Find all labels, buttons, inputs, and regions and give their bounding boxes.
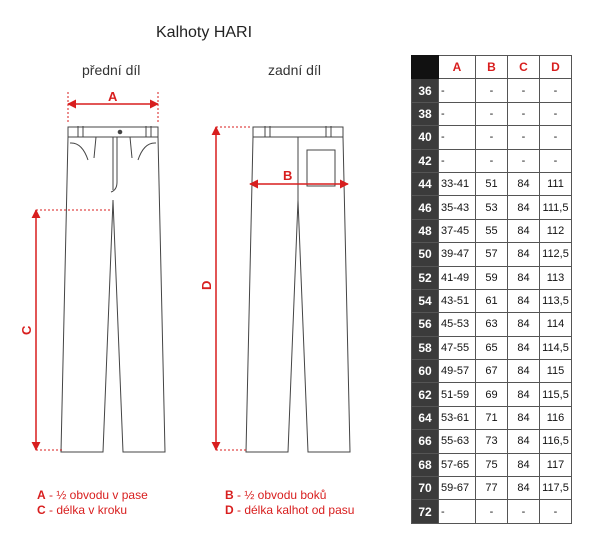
value-cell-b: 63 <box>476 313 508 336</box>
value-cell-b: 71 <box>476 406 508 429</box>
size-cell: 36 <box>412 79 439 102</box>
table-row <box>412 196 572 219</box>
value-cell-c: 84 <box>508 336 540 359</box>
value-cell-d: 111,5 <box>540 196 572 219</box>
size-cell: 58 <box>412 336 439 359</box>
table-row <box>412 383 572 406</box>
value-cell-a: 59-67 <box>439 477 476 500</box>
table-row <box>412 406 572 429</box>
value-cell-c: 84 <box>508 313 540 336</box>
page-title: Kalhoty HARI <box>156 24 253 41</box>
table-corner <box>412 56 439 79</box>
value-cell-a: - <box>439 149 476 172</box>
table-row <box>412 266 572 289</box>
column-header-a: A <box>439 56 476 79</box>
value-cell-a: 39-47 <box>439 243 476 266</box>
value-cell-c: - <box>508 149 540 172</box>
back-trousers-outline <box>246 126 350 452</box>
value-cell-d: 117 <box>540 453 572 476</box>
dimension-d <box>199 127 252 450</box>
value-cell-c: 84 <box>508 406 540 429</box>
legend-item-a: A - ½ obvodu v pase <box>37 488 148 502</box>
value-cell-a: - <box>439 126 476 149</box>
dimension-a <box>68 89 158 124</box>
value-cell-d: 115 <box>540 360 572 383</box>
value-cell-b: 75 <box>476 453 508 476</box>
value-cell-d: - <box>540 126 572 149</box>
value-cell-b: - <box>476 102 508 125</box>
size-cell: 48 <box>412 219 439 242</box>
value-cell-d: 112,5 <box>540 243 572 266</box>
size-cell: 56 <box>412 313 439 336</box>
value-cell-a: 47-55 <box>439 336 476 359</box>
value-cell-a: 43-51 <box>439 289 476 312</box>
size-cell: 40 <box>412 126 439 149</box>
value-cell-d: - <box>540 102 572 125</box>
label-d: D <box>199 280 214 290</box>
value-cell-b: 65 <box>476 336 508 359</box>
value-cell-b: 57 <box>476 243 508 266</box>
table-row <box>412 313 572 336</box>
table-row <box>412 102 572 125</box>
table-row <box>412 477 572 500</box>
value-cell-d: 114 <box>540 313 572 336</box>
table-row <box>412 453 572 476</box>
size-cell: 52 <box>412 266 439 289</box>
column-header-d: D <box>540 56 572 79</box>
table-row <box>412 500 572 523</box>
value-cell-c: - <box>508 126 540 149</box>
size-cell: 42 <box>412 149 439 172</box>
size-cell: 60 <box>412 360 439 383</box>
value-cell-c: 84 <box>508 172 540 195</box>
value-cell-a: 53-61 <box>439 406 476 429</box>
value-cell-a: 55-63 <box>439 430 476 453</box>
size-cell: 62 <box>412 383 439 406</box>
value-cell-c: 84 <box>508 360 540 383</box>
table-row <box>412 149 572 172</box>
value-cell-a: - <box>439 500 476 523</box>
value-cell-d: 116 <box>540 406 572 429</box>
back-pocket <box>307 150 335 186</box>
table-header-row <box>412 56 572 79</box>
value-cell-a: 49-57 <box>439 360 476 383</box>
value-cell-b: - <box>476 500 508 523</box>
value-cell-b: 53 <box>476 196 508 219</box>
size-cell: 44 <box>412 172 439 195</box>
value-cell-c: - <box>508 79 540 102</box>
table-row <box>412 243 572 266</box>
value-cell-c: 84 <box>508 196 540 219</box>
size-cell: 64 <box>412 406 439 429</box>
value-cell-c: 84 <box>508 453 540 476</box>
value-cell-b: 61 <box>476 289 508 312</box>
legend-right <box>225 488 354 518</box>
column-header-b: B <box>476 56 508 79</box>
value-cell-c: - <box>508 500 540 523</box>
value-cell-d: 114,5 <box>540 336 572 359</box>
value-cell-d: 115,5 <box>540 383 572 406</box>
value-cell-b: 51 <box>476 172 508 195</box>
value-cell-d: - <box>540 500 572 523</box>
value-cell-c: - <box>508 102 540 125</box>
table-body <box>412 79 572 523</box>
front-waistband <box>68 127 158 137</box>
value-cell-a: 37-45 <box>439 219 476 242</box>
table-row <box>412 126 572 149</box>
value-cell-d: 112 <box>540 219 572 242</box>
legend-item-c: C - délka v kroku <box>37 503 128 517</box>
value-cell-a: 57-65 <box>439 453 476 476</box>
size-cell: 66 <box>412 430 439 453</box>
size-cell: 72 <box>412 500 439 523</box>
value-cell-c: 84 <box>508 430 540 453</box>
size-cell: 38 <box>412 102 439 125</box>
value-cell-b: - <box>476 126 508 149</box>
table-row <box>412 172 572 195</box>
value-cell-d: - <box>540 149 572 172</box>
table-row <box>412 360 572 383</box>
value-cell-d: - <box>540 79 572 102</box>
legend-item-d: D - délka kalhot od pasu <box>225 503 355 517</box>
value-cell-b: 73 <box>476 430 508 453</box>
value-cell-d: 113,5 <box>540 289 572 312</box>
value-cell-c: 84 <box>508 219 540 242</box>
value-cell-b: 59 <box>476 266 508 289</box>
value-cell-b: 77 <box>476 477 508 500</box>
table-row <box>412 79 572 102</box>
value-cell-d: 117,5 <box>540 477 572 500</box>
column-header-c: C <box>508 56 540 79</box>
value-cell-a: 41-49 <box>439 266 476 289</box>
table-row <box>412 336 572 359</box>
value-cell-b: 67 <box>476 360 508 383</box>
value-cell-a: - <box>439 79 476 102</box>
size-table <box>411 55 572 524</box>
value-cell-c: 84 <box>508 289 540 312</box>
legend-left <box>37 488 148 518</box>
value-cell-a: 35-43 <box>439 196 476 219</box>
legend-item-b: B - ½ obvodu boků <box>225 488 327 502</box>
label-b: B <box>283 168 293 183</box>
table-row <box>412 219 572 242</box>
size-cell: 46 <box>412 196 439 219</box>
front-trousers-outline <box>61 126 165 452</box>
size-cell: 50 <box>412 243 439 266</box>
value-cell-d: 116,5 <box>540 430 572 453</box>
back-waistband <box>253 127 343 137</box>
label-c: C <box>19 325 34 335</box>
value-cell-d: 111 <box>540 172 572 195</box>
value-cell-a: 45-53 <box>439 313 476 336</box>
table-row <box>412 430 572 453</box>
front-view-label: přední díl <box>82 62 141 78</box>
value-cell-c: 84 <box>508 243 540 266</box>
value-cell-d: 113 <box>540 266 572 289</box>
value-cell-b: 69 <box>476 383 508 406</box>
value-cell-c: 84 <box>508 383 540 406</box>
value-cell-b: - <box>476 79 508 102</box>
value-cell-c: 84 <box>508 477 540 500</box>
size-cell: 70 <box>412 477 439 500</box>
value-cell-b: - <box>476 149 508 172</box>
value-cell-a: 33-41 <box>439 172 476 195</box>
value-cell-b: 55 <box>476 219 508 242</box>
back-view-label: zadní díl <box>268 62 321 78</box>
table-row <box>412 289 572 312</box>
label-a: A <box>108 89 118 104</box>
size-cell: 54 <box>412 289 439 312</box>
value-cell-a: 51-59 <box>439 383 476 406</box>
size-cell: 68 <box>412 453 439 476</box>
value-cell-c: 84 <box>508 266 540 289</box>
value-cell-a: - <box>439 102 476 125</box>
